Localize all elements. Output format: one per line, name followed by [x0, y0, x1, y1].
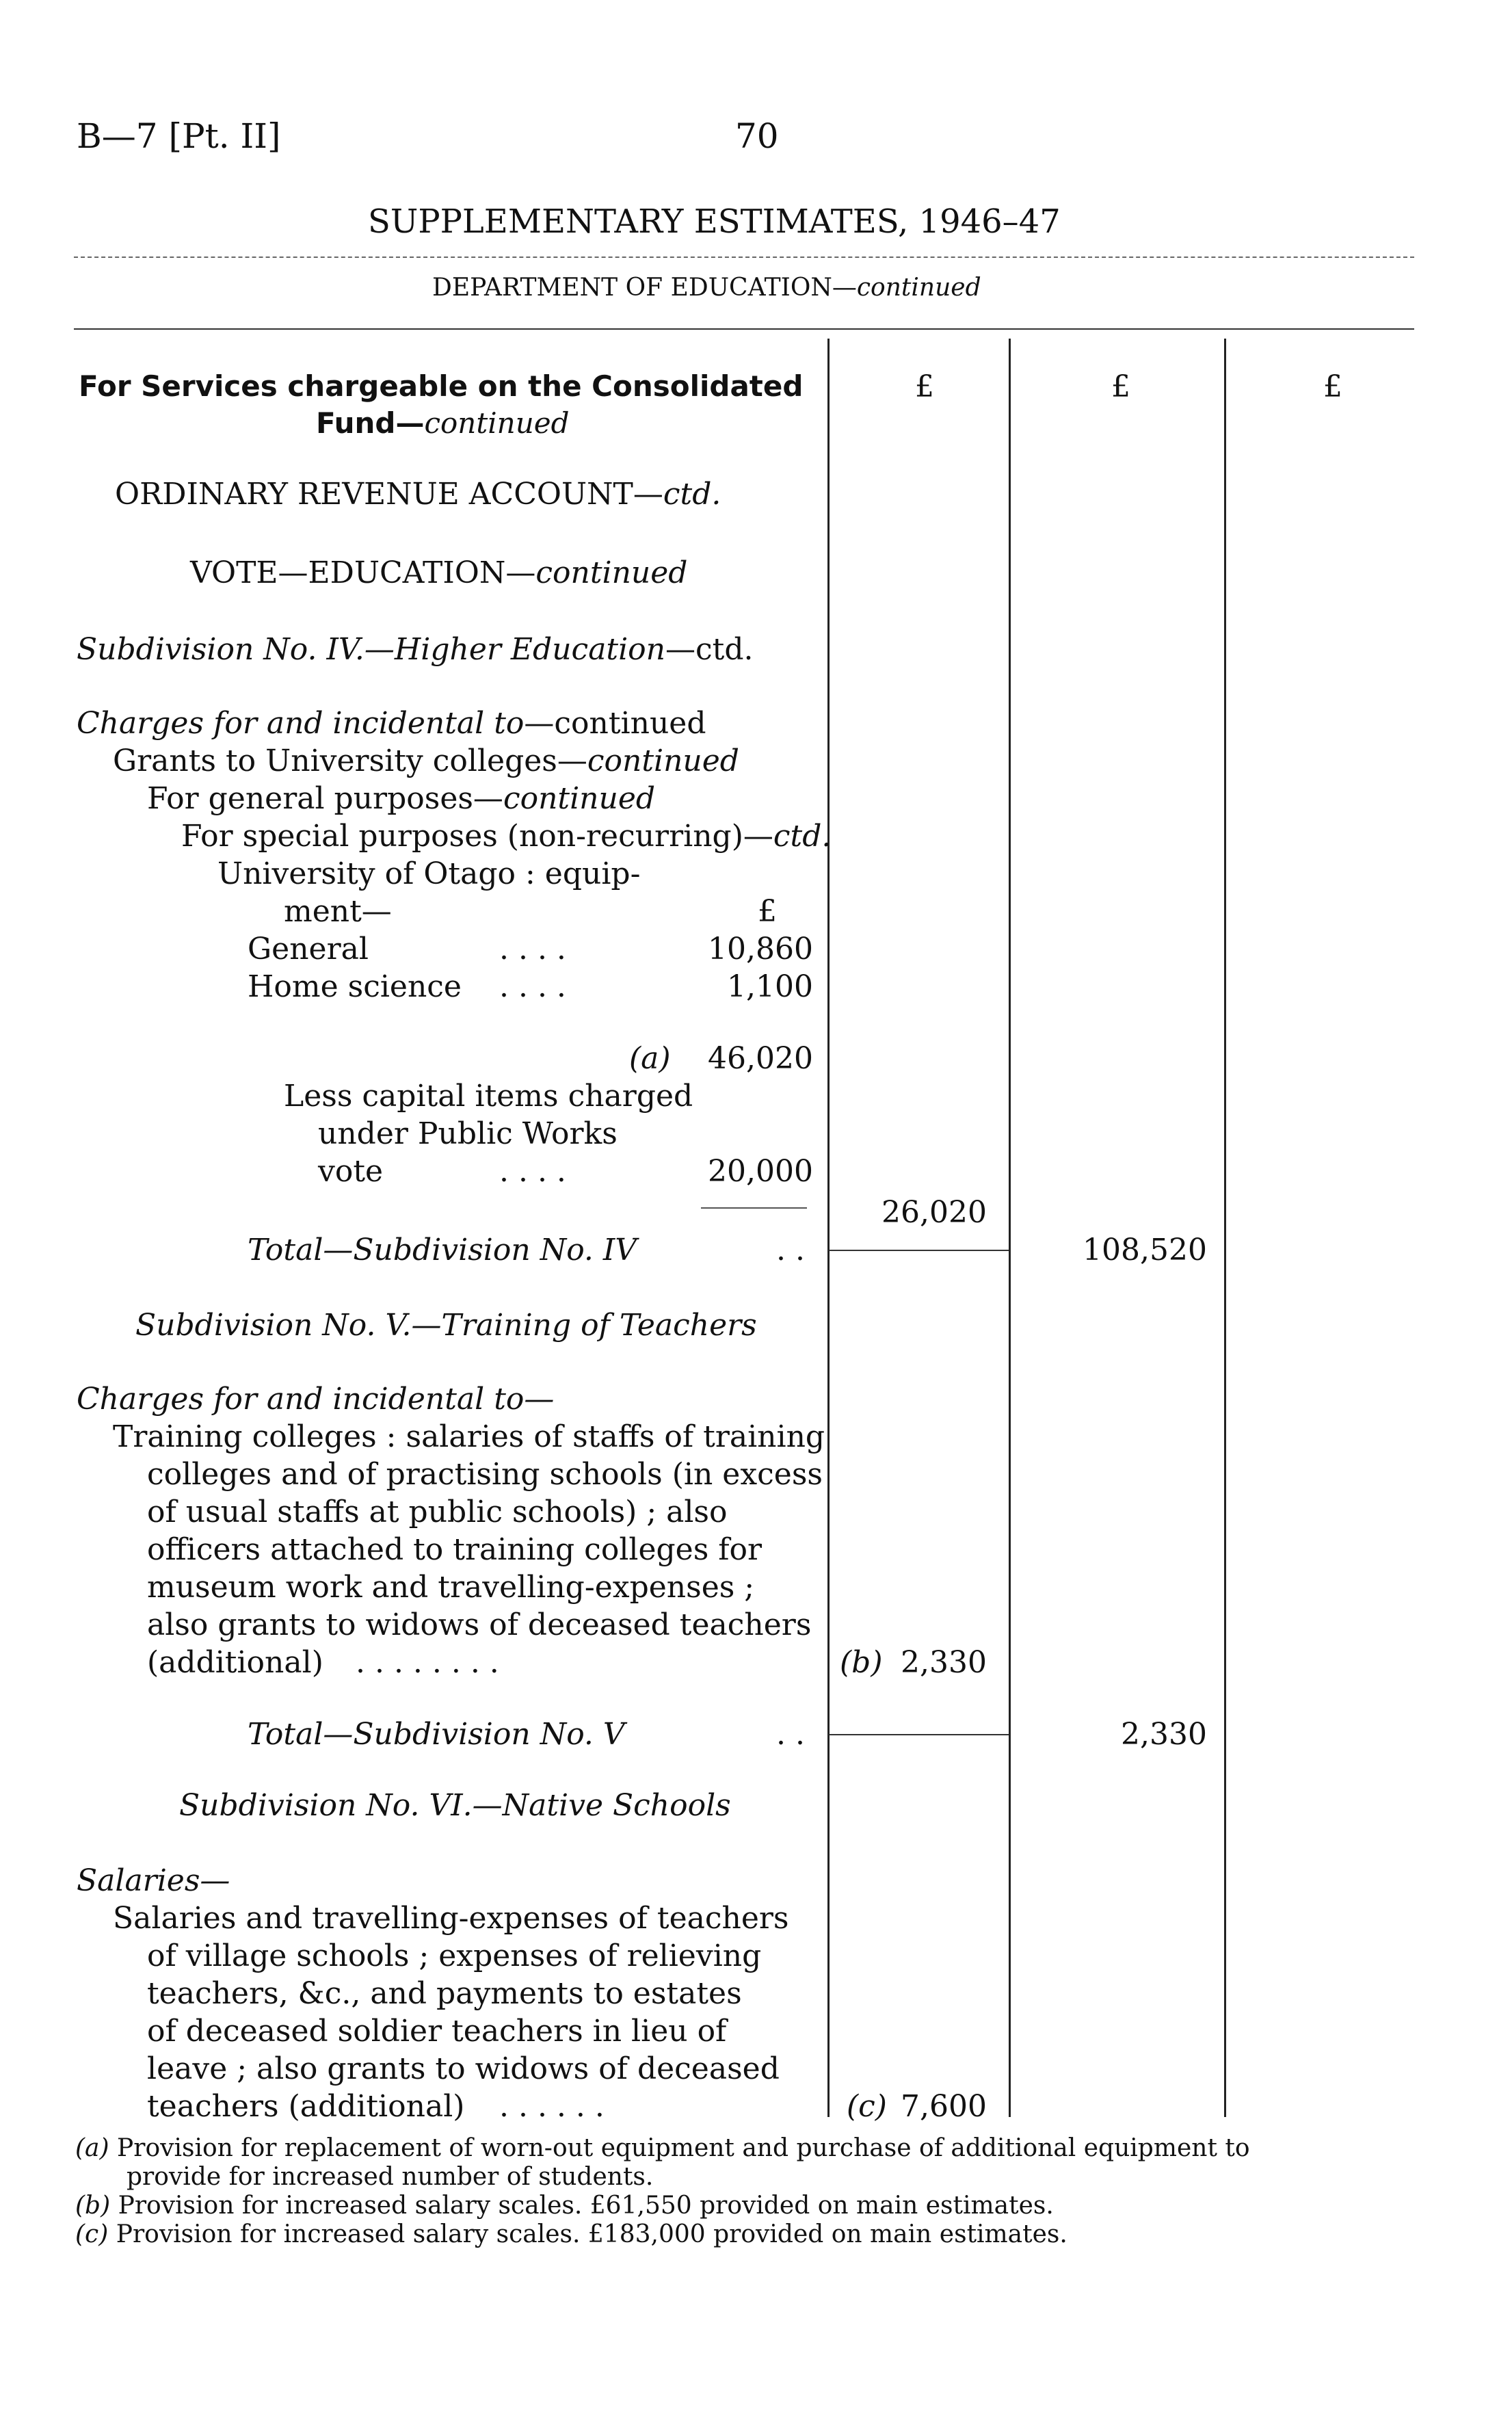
- sub4-less-line2: under Public Works: [318, 1116, 618, 1151]
- column-line-1: [827, 339, 830, 2117]
- footnote-b: [75, 2192, 1054, 2220]
- document-reference: B—7 [Pt. II]: [77, 116, 281, 156]
- sub4-less-line1: Less capital items charged: [284, 1079, 693, 1114]
- sub4-a-value: 46,020: [708, 1041, 813, 1076]
- sub4-line-special-purposes: [181, 817, 831, 855]
- sub4-home-label: Home science: [248, 969, 462, 1004]
- department-main: DEPARTMENT OF EDUCATION—: [432, 274, 857, 302]
- sub5-b-mark: (b): [840, 1645, 883, 1680]
- sub6-line-4: teachers, &c., and payments to estates: [147, 1976, 742, 2011]
- sub4-charges-continued: —continued: [524, 706, 706, 741]
- sub4-general-purposes-label: For general purposes—: [147, 781, 503, 816]
- sub5-line-8: (additional): [147, 1645, 323, 1680]
- sub4-line-otago: University of Otago : equip-: [217, 856, 641, 891]
- sub4-subtract-rule: [701, 1207, 807, 1209]
- footnote-c-text: Provision for increased salary scales. £183,000 provided on main estimates.: [116, 2220, 1067, 2248]
- fund-heading-line1: For Services chargeable on the Consolidated: [79, 369, 804, 403]
- account-label: ORDINARY REVENUE ACCOUNT—: [115, 477, 663, 512]
- sub4-less-dots: . . . .: [499, 1154, 566, 1189]
- sub6-line-6: leave ; also grants to widows of deceased: [147, 2051, 780, 2086]
- footnote-c: [75, 2220, 1067, 2249]
- header-rule: [74, 257, 1414, 258]
- subdivision-4-title: Subdivision No. IV.—Higher Education: [77, 632, 666, 667]
- sub6-line-salaries: Salaries—: [77, 1863, 230, 1898]
- sub6-line-7-dots: . . . . . .: [499, 2089, 605, 2124]
- column-header-3: £: [1323, 369, 1342, 404]
- vote-continued: continued: [535, 555, 688, 590]
- footnote-a: [75, 2134, 1250, 2163]
- fund-continued: continued: [424, 406, 570, 440]
- sub4-general-value: 10,860: [708, 932, 813, 967]
- column-line-2: [1009, 339, 1011, 2117]
- subdivision-4-heading: [77, 631, 754, 668]
- sub4-grants-label: Grants to University colleges—: [113, 744, 587, 778]
- footnote-c-mark: (c): [75, 2220, 109, 2248]
- sub4-charges-label: Charges for and incidental to: [77, 706, 525, 741]
- sub5-line-3: colleges and of practising schools (in excess: [147, 1457, 823, 1492]
- fund-heading-line2: [316, 406, 569, 440]
- sub4-total-rule: [829, 1250, 1009, 1251]
- page-number: 70: [735, 116, 779, 156]
- subdivision-5-heading: Subdivision No. V.—Training of Teachers: [135, 1308, 757, 1343]
- sub4-special-purposes-continued: ctd.: [773, 819, 832, 854]
- sub4-line-grants: [113, 742, 739, 780]
- sub4-total-value: 108,520: [1083, 1233, 1207, 1267]
- sub5-line-7: also grants to widows of deceased teachers: [147, 1607, 812, 1642]
- account-heading: [115, 475, 721, 513]
- sub4-total-label: Total—Subdivision No. IV: [248, 1233, 637, 1267]
- column-line-3: [1224, 339, 1226, 2117]
- footnote-a-text: Provision for replacement of worn-out equipment and purchase of additional equipment to: [117, 2134, 1250, 2162]
- department-continued: continued: [856, 274, 981, 302]
- sub4-home-value: 1,100: [727, 969, 813, 1004]
- sub5-line-5: officers attached to training colleges for: [147, 1532, 762, 1567]
- vote-label: VOTE—EDUCATION—: [190, 555, 536, 590]
- footnote-a-mark: (a): [75, 2134, 109, 2162]
- sub4-line-ment: ment—: [284, 894, 392, 929]
- sub5-total-value: 2,330: [1121, 1717, 1207, 1752]
- sub5-total-label: Total—Subdivision No. V: [248, 1717, 625, 1752]
- subdivision-4-continued: —ctd.: [665, 632, 754, 667]
- sub5-b-value: 2,330: [901, 1645, 987, 1680]
- sub4-a-mark: (a): [629, 1041, 671, 1076]
- sub4-pound-sign: £: [758, 894, 777, 929]
- sub6-c-mark: (c): [847, 2089, 887, 2124]
- sub6-line-3: of village schools ; expenses of relieving: [147, 1939, 762, 1973]
- sub5-total-rule: [829, 1734, 1009, 1735]
- sub5-line-6: museum work and travelling-expenses ;: [147, 1570, 755, 1605]
- sub4-general-label: General: [248, 932, 369, 967]
- column-header-2: £: [1111, 369, 1130, 404]
- vote-heading: [190, 554, 687, 592]
- footnote-b-mark: (b): [75, 2192, 111, 2220]
- sub4-general-purposes-continued: continued: [503, 781, 656, 816]
- sub4-less-value: 20,000: [708, 1154, 813, 1189]
- sub4-less-line3: vote: [318, 1154, 384, 1189]
- sub6-c-value: 7,600: [901, 2089, 987, 2124]
- sub6-line-2: Salaries and travelling-expenses of teachers: [113, 1901, 789, 1936]
- sub4-grants-continued: continued: [587, 744, 739, 778]
- sub5-line-8-dots: . . . . . . . .: [356, 1645, 499, 1680]
- sub5-line-2: Training colleges : salaries of staffs of training: [113, 1419, 825, 1454]
- footnote-b-text: Provision for increased salary scales. £61,550 provided on main estimates.: [118, 2192, 1054, 2220]
- account-continued: ctd.: [663, 477, 721, 512]
- sub5-total-dots: . .: [776, 1717, 805, 1752]
- sub4-line-general-purposes: [147, 780, 655, 817]
- column-header-1: £: [915, 369, 934, 404]
- sub4-special-purposes-label: For special purposes (non-recurring)—: [181, 819, 773, 854]
- department-heading: [432, 274, 981, 302]
- sub4-item-total: 26,020: [881, 1195, 987, 1230]
- sub4-general-dots: . . . .: [499, 932, 566, 967]
- sub6-line-7: teachers (additional): [147, 2089, 465, 2124]
- sub5-line-4: of usual staffs at public schools) ; also: [147, 1495, 728, 1529]
- sub5-line-charges: Charges for and incidental to—: [77, 1382, 555, 1417]
- table-top-rule: [74, 328, 1414, 330]
- fund-label: Fund—: [316, 406, 425, 440]
- sub4-home-dots: . . . .: [499, 969, 566, 1004]
- sub4-total-dots: . .: [776, 1233, 805, 1267]
- footnote-a-continued: provide for increased number of students.: [127, 2163, 654, 2191]
- page-title: SUPPLEMENTARY ESTIMATES, 1946–47: [368, 202, 1061, 241]
- sub6-line-5: of deceased soldier teachers in lieu of: [147, 2014, 727, 2049]
- subdivision-6-heading: Subdivision No. VI.—Native Schools: [179, 1788, 731, 1823]
- sub4-line-charges: [77, 705, 706, 742]
